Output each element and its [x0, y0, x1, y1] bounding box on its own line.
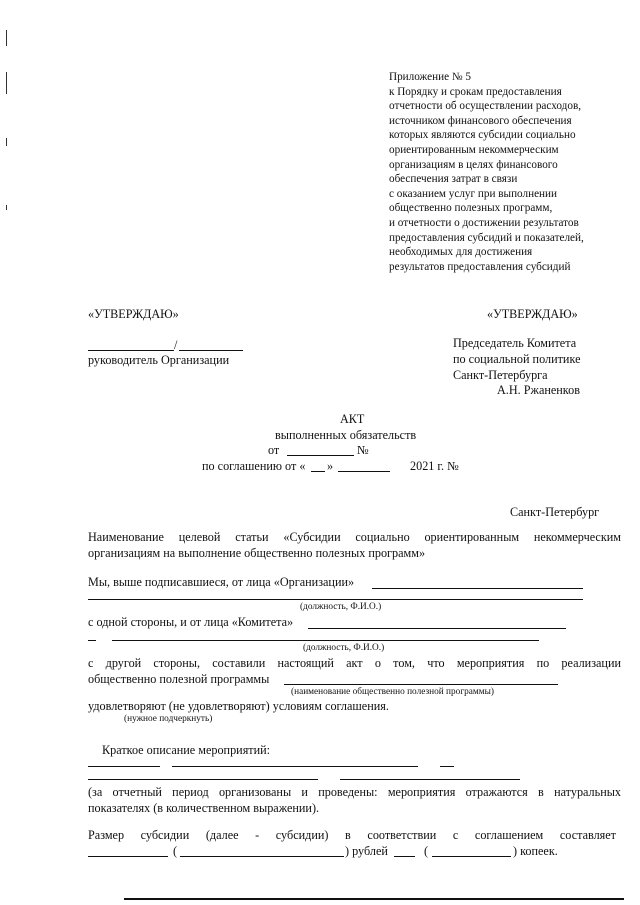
act-title: АКТ	[340, 412, 365, 426]
appendix-line: источником финансового обеспечения	[389, 114, 572, 127]
appendix-line: к Порядку и срокам предоставления	[389, 85, 562, 98]
appendix-line: отчетности об осуществлении расходов,	[389, 100, 582, 113]
agreement-month-line	[338, 471, 390, 472]
appendix-line: и отчетности о достижении результатов	[389, 217, 579, 229]
period-line-2: показателях (в количественном выражении).	[88, 801, 320, 815]
city-name: Санкт-Петербург	[510, 505, 600, 519]
appendix-line: которых являются субсидии социально	[389, 129, 576, 142]
approve-left-header: «УТВЕРЖДАЮ»	[88, 307, 179, 321]
agreement-quote: »	[327, 459, 334, 473]
hint-program: (наименование общественно полезной программы)	[291, 687, 495, 697]
approve-right-header: «УТВЕРЖДАЮ»	[487, 307, 578, 321]
description-line-1a	[88, 766, 160, 767]
hint-position-2: (должность, Ф.И.О.)	[303, 643, 385, 653]
hint-position-1: (должность, Ф.И.О.)	[300, 602, 382, 612]
one-side-text: с одной стороны, и от лица «Комитета»	[88, 615, 294, 629]
organization-rep-line-2	[88, 599, 583, 600]
act-date-line	[287, 455, 354, 456]
approve-right-line-3: Санкт-Петербурга	[453, 368, 548, 382]
subsidy-open-paren-2: (	[424, 844, 429, 858]
act-subtitle: выполненных обязательств	[275, 428, 417, 442]
appendix-line: организациям в целях финансового	[389, 158, 558, 171]
committee-rep-line-2b	[112, 640, 539, 641]
approve-left-caption: руководитель Организации	[88, 353, 230, 367]
scan-mark	[6, 30, 7, 46]
appendix-line: необходимых для достижения	[389, 246, 533, 259]
subsidy-kopecks-words-line	[432, 856, 511, 857]
appendix-line: общественно полезных программ,	[389, 202, 553, 215]
target-article-line-2: организациям на выполнение общественно полезных программ»	[88, 546, 426, 560]
approve-right-line-2: по социальной политике	[453, 352, 581, 366]
subsidy-words-line	[180, 856, 344, 857]
approve-right-line-1: Председатель Комитета	[453, 336, 577, 350]
subsidy-kopecks-num-line	[394, 856, 415, 857]
other-side-line-2: общественно полезной программы	[88, 672, 270, 686]
description-line-2b	[340, 779, 520, 780]
signature-line-left-b	[179, 350, 243, 351]
subsidy-line-1: Размер субсидии (далее - субсидии) в соответствии с соглашением составляет	[88, 828, 616, 842]
appendix-line: Приложение № 5	[389, 71, 471, 83]
target-article-line-1: Наименование целевой статьи «Субсидии социально ориентированным некоммерческим	[88, 530, 621, 544]
appendix-line: результатов предоставления субсидий	[389, 260, 571, 273]
subsidy-rubles: ) рублей	[345, 844, 388, 858]
agreement-prefix: по соглашению от «	[202, 459, 306, 473]
signature-line-left-a	[88, 350, 174, 351]
subsidy-amount-line	[88, 856, 168, 857]
agreement-year: 2021 г. №	[410, 459, 459, 473]
program-name-line	[284, 684, 558, 685]
act-number-sign: №	[357, 443, 369, 457]
committee-rep-line	[308, 628, 566, 629]
period-line-1: (за отчетный период организованы и проведены: мероприятия отражаются в натуральных	[88, 785, 621, 799]
description-line-2a	[88, 779, 318, 780]
appendix-line: ориентированным некоммерческим	[389, 144, 559, 156]
description-line-1c	[440, 766, 454, 767]
appendix-line: обеспечения затрат в связи	[389, 173, 518, 186]
hint-underline: (нужное подчеркнуть)	[124, 714, 213, 724]
scan-edge	[124, 898, 624, 900]
committee-rep-line-2a	[88, 640, 96, 641]
scan-mark	[6, 138, 7, 146]
brief-description-label: Краткое описание мероприятий:	[102, 743, 271, 757]
act-date-prefix: от	[268, 443, 280, 457]
approve-right-line-4: А.Н. Ржаненков	[497, 383, 580, 397]
scan-mark	[6, 72, 7, 94]
description-line-1b	[172, 766, 418, 767]
other-side-line-1: с другой стороны, составили настоящий акт о том, что мероприятия по реализации	[88, 656, 621, 670]
scan-mark	[6, 205, 7, 210]
signers-intro: Мы, выше подписавшиеся, от лица «Организации»	[88, 575, 355, 589]
organization-rep-line	[372, 588, 583, 589]
appendix-line: предоставления субсидий и показателей,	[389, 231, 584, 244]
subsidy-kopecks: ) копеек.	[513, 844, 558, 858]
satisfy-line: удовлетворяют (не удовлетворяют) условиям соглашения.	[88, 699, 389, 713]
appendix-line: с оказанием услуг при выполнении	[389, 187, 558, 200]
signature-separator: /	[174, 338, 178, 352]
subsidy-open-paren: (	[173, 844, 178, 858]
agreement-day-line	[311, 471, 325, 472]
